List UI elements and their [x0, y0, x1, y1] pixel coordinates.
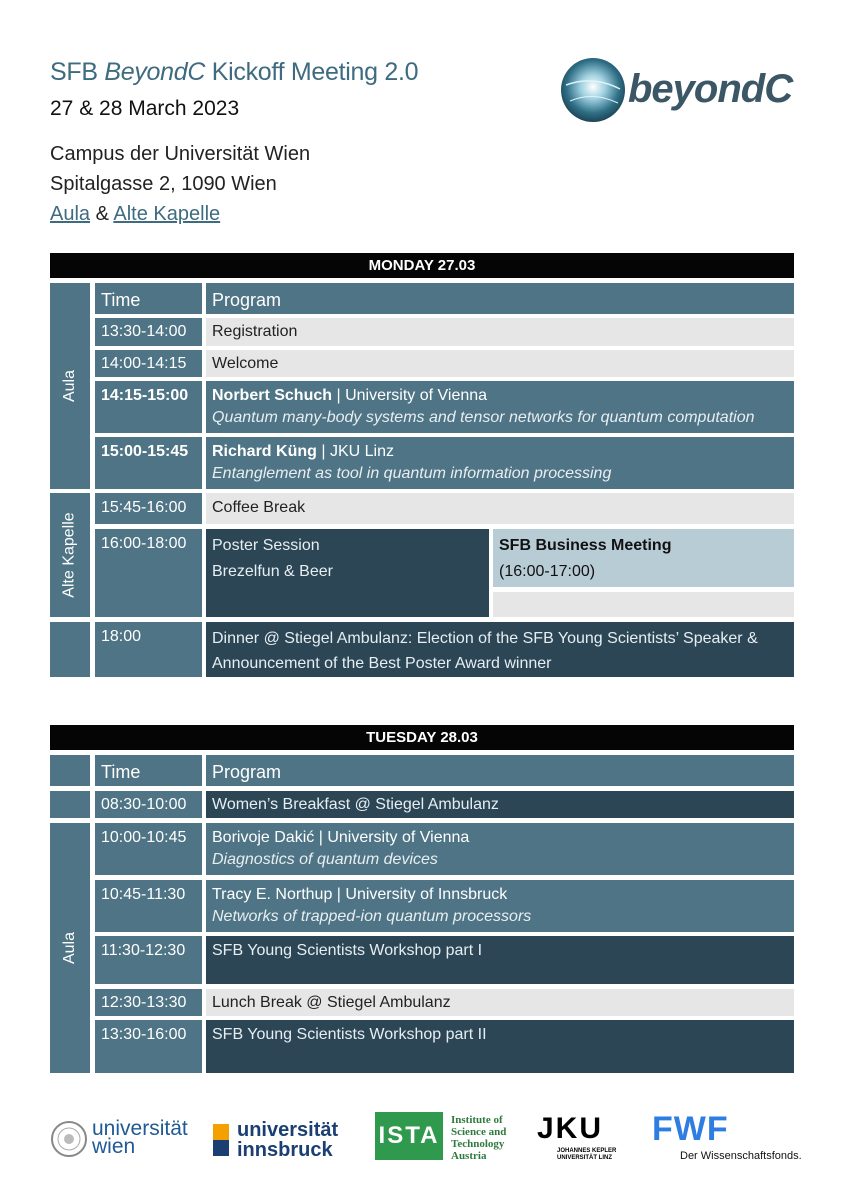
room-label-empty	[50, 755, 90, 786]
venue-line-2: Spitalgasse 2, 1090 Wien	[50, 173, 277, 195]
time-cell: 10:00-10:45	[95, 823, 202, 875]
fwf-logo: FWF Der Wissenschaftsfonds.	[652, 1110, 802, 1162]
time-cell: 15:00-15:45	[95, 437, 202, 489]
ista-logo: ISTA Institute of Science and Technology Austria	[375, 1110, 525, 1165]
venue-line-1: Campus der Universität Wien	[50, 143, 311, 165]
time-column-header: Time	[95, 755, 202, 786]
talk-title: Quantum many-body systems and tensor networks for quantum computation	[212, 409, 755, 426]
talk-cell: Tracy E. Northup | University of Innsbruck Networks of trapped-ion quantum processors	[206, 880, 794, 932]
page-title: SFB BeyondC Kickoff Meeting 2.0	[50, 58, 419, 86]
event-date: 27 & 28 March 2023	[50, 97, 240, 120]
talk-title: Diagnostics of quantum devices	[212, 851, 438, 868]
beyondc-logo: beyondC	[558, 55, 798, 125]
program-cell: SFB Young Scientists Workshop part I	[206, 936, 794, 984]
speaker-name: Norbert Schuch	[212, 387, 333, 404]
program-cell: Women’s Breakfast @ Stiegel Ambulanz	[206, 791, 794, 818]
program-cell: Lunch Break @ Stiegel Ambulanz	[206, 989, 794, 1016]
beyondc-orb-icon	[558, 55, 628, 125]
time-column-header: Time	[95, 283, 202, 314]
talk-title: Entanglement as tool in quantum information processing	[212, 465, 612, 482]
talk-title: Networks of trapped-ion quantum processors	[212, 908, 532, 925]
time-cell: 14:15-15:00	[95, 381, 202, 433]
time-cell: 11:30-12:30	[95, 936, 202, 984]
alte-kapelle-link[interactable]: Alte Kapelle	[113, 203, 221, 225]
speaker-name: Borivoje Dakić	[212, 829, 315, 846]
program-cell: SFB Young Scientists Workshop part II	[206, 1020, 794, 1073]
empty-cell	[493, 592, 794, 617]
room-label-alte-kapelle: Alte Kapelle	[50, 493, 90, 617]
talk-cell: Borivoje Dakić | University of Vienna Diagnostics of quantum devices	[206, 823, 794, 875]
monday-heading: MONDAY 27.03	[50, 253, 794, 278]
time-cell: 13:30-16:00	[95, 1020, 202, 1073]
poster-session-cell: Poster Session Brezelfun & Beer	[206, 529, 489, 617]
time-cell: 13:30-14:00	[95, 318, 202, 346]
room-label-aula: Aula	[50, 283, 90, 489]
uibk-square-icon	[213, 1140, 229, 1156]
time-cell: 14:00-14:15	[95, 350, 202, 377]
program-cell: Registration	[206, 318, 794, 346]
uibk-square-icon	[213, 1124, 229, 1140]
room-label-empty	[50, 791, 90, 818]
speaker-name: Tracy E. Northup	[212, 886, 333, 903]
talk-cell: Richard Küng | JKU Linz Entanglement as tool in quantum information processing	[206, 437, 794, 489]
uni-innsbruck-logo: universität innsbruck	[213, 1110, 353, 1165]
business-meeting-cell: SFB Business Meeting (16:00-17:00)	[493, 529, 794, 587]
uni-wien-seal-icon	[50, 1120, 88, 1158]
program-cell: Coffee Break	[206, 493, 794, 524]
room-label-aula: Aula	[50, 823, 90, 1073]
talk-cell: Norbert Schuch | University of Vienna Quantum many-body systems and tensor networks for quantum computation	[206, 381, 794, 433]
jku-logo: JKU JOHANNES KEPLER UNIVERSITÄT LINZ	[537, 1112, 617, 1161]
time-cell: 16:00-18:00	[95, 529, 202, 617]
venue-links: Aula & Alte Kapelle	[50, 203, 221, 225]
time-cell: 15:45-16:00	[95, 493, 202, 524]
aula-link[interactable]: Aula	[50, 203, 91, 225]
time-cell: 12:30-13:30	[95, 989, 202, 1016]
program-column-header: Program	[206, 283, 794, 314]
time-cell: 08:30-10:00	[95, 791, 202, 818]
uni-wien-logo: universität wien	[50, 1110, 200, 1165]
time-cell: 18:00	[95, 622, 202, 677]
time-cell: 10:45-11:30	[95, 880, 202, 932]
speaker-name: Richard Küng	[212, 443, 317, 460]
tuesday-heading: TUESDAY 28.03	[50, 725, 794, 750]
dinner-cell: Dinner @ Stiegel Ambulanz: Election of the SFB Young Scientists’ Speaker & Announcement of the Best Poster Award winner	[206, 622, 794, 677]
room-label-empty	[50, 622, 90, 677]
program-cell: Welcome	[206, 350, 794, 377]
program-column-header: Program	[206, 755, 794, 786]
